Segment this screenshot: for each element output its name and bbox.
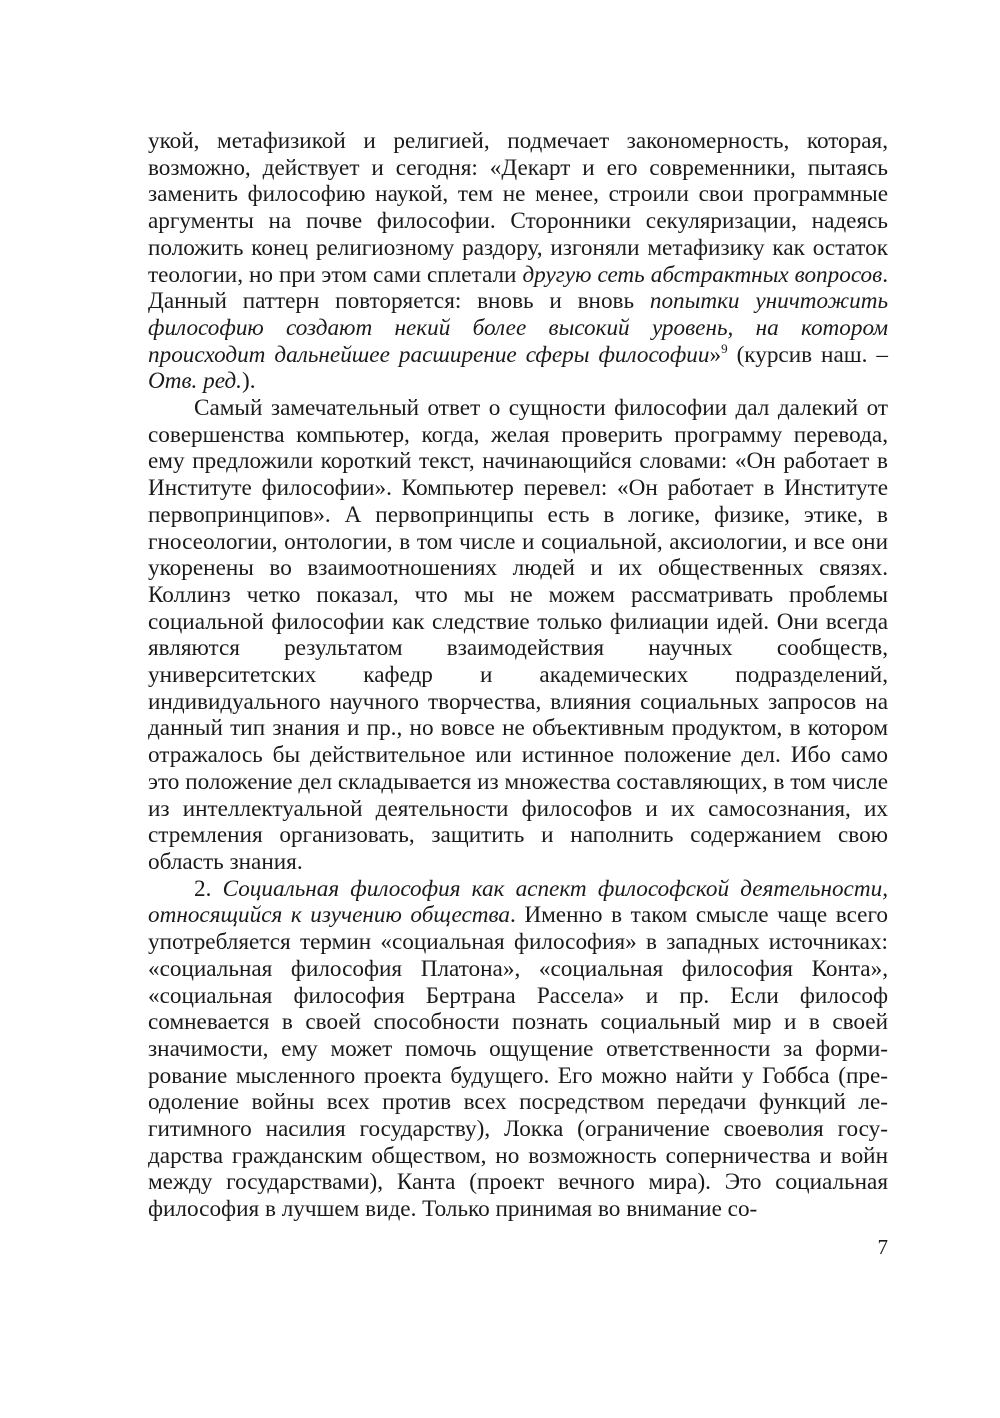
- italic-run: Социальная философия как аспект философской деятельности, относящийся к изучению общества: [148, 875, 888, 929]
- paragraph-1: [148, 128, 888, 395]
- page-number: 7: [877, 1235, 888, 1259]
- text-run: . Именно в таком смысле чаще всего употребляется термин «социальная философия» в западных источниках: «социальная философия Платона», «социальная философия Конта», «социальная философия Бертрана Рассела» и пр. Если философ сомневается в своей способности познать социальный мир и в своей значимости, ему может помочь ощущение ответственности за формирование мысленного проекта будущего. Его можно найти у Гоббса (преодоление войны всех против всех посредством передачи функций легитимного насилия государству), Локка (ограничение своеволия государства гражданским обществом, но возможность соперничества и войн между государствами), Канта (проект вечного мира). Это социальная философия в лучшем виде. Только принимая во внимание со-: [148, 902, 888, 1223]
- italic-run: Отв. ред.: [148, 368, 242, 395]
- text-run: Самый замечательный ответ о сущности философии дал далекий от совершенства компьютер, когда, желая проверить программу перевода, ему предложили короткий текст, начинающийся словами: «Он работает в Институте философии». Компьютер перевел: «Он работает в Институте первопринципов». А первопринципы есть в логике, физике, этике, в гносеологии, онтологии, в том числе и социальной, аксиологии, и все они укоренены во взаимоотношениях людей и их общественных связях. Коллинз четко показал, что мы не можем рассматривать проблемы социальной философии как следствие только филиации идей. Они всегда являются результатом взаимодействия научных сообществ, университетских кафедр и академических подразделений, индивидуального научного творчества, влияния социальных запросов на данный тип знания и пр., но вовсе не объективным продуктом, в котором отражалось бы действительное или истинное положение дел. Ибо само это положение дел складывается из множества составляющих, в том числе из интеллектуальной деятельности философов и их самосознания, их стремления организовать, защитить и наполнить содержанием свою область знания.: [148, 395, 888, 875]
- italic-run: другую сеть абстрактных вопросов: [522, 261, 883, 288]
- text-run: »: [709, 341, 722, 368]
- page-text-block: [148, 128, 888, 1223]
- text-run: 2.: [194, 875, 223, 902]
- footnote-marker: 9: [721, 340, 728, 356]
- paragraph-3: [148, 876, 888, 1223]
- paragraph-2: [148, 395, 888, 876]
- italic-run: попытки уничтожить философию создают некий более высокий уровень, на котором происходит дальнейшее расширение сферы философии: [148, 288, 888, 368]
- text-run: ).: [241, 368, 256, 395]
- text-run: укой, метафизикой и религией, подмечает закономерность, которая, возможно, действует и сегодня: «Декарт и его современники, пытаясь заменить философию наукой, тем не менее, строили свои программные аргументы на почве философии. Сторонники секуляризации, надеясь положить конец религиозному раздору, изгоняли метафизику как остаток теологии, но при этом сами сплетали: [148, 128, 888, 288]
- text-run: (курсив наш. –: [727, 341, 888, 368]
- text-run: . Данный паттерн повторяется: вновь и вновь: [148, 261, 888, 315]
